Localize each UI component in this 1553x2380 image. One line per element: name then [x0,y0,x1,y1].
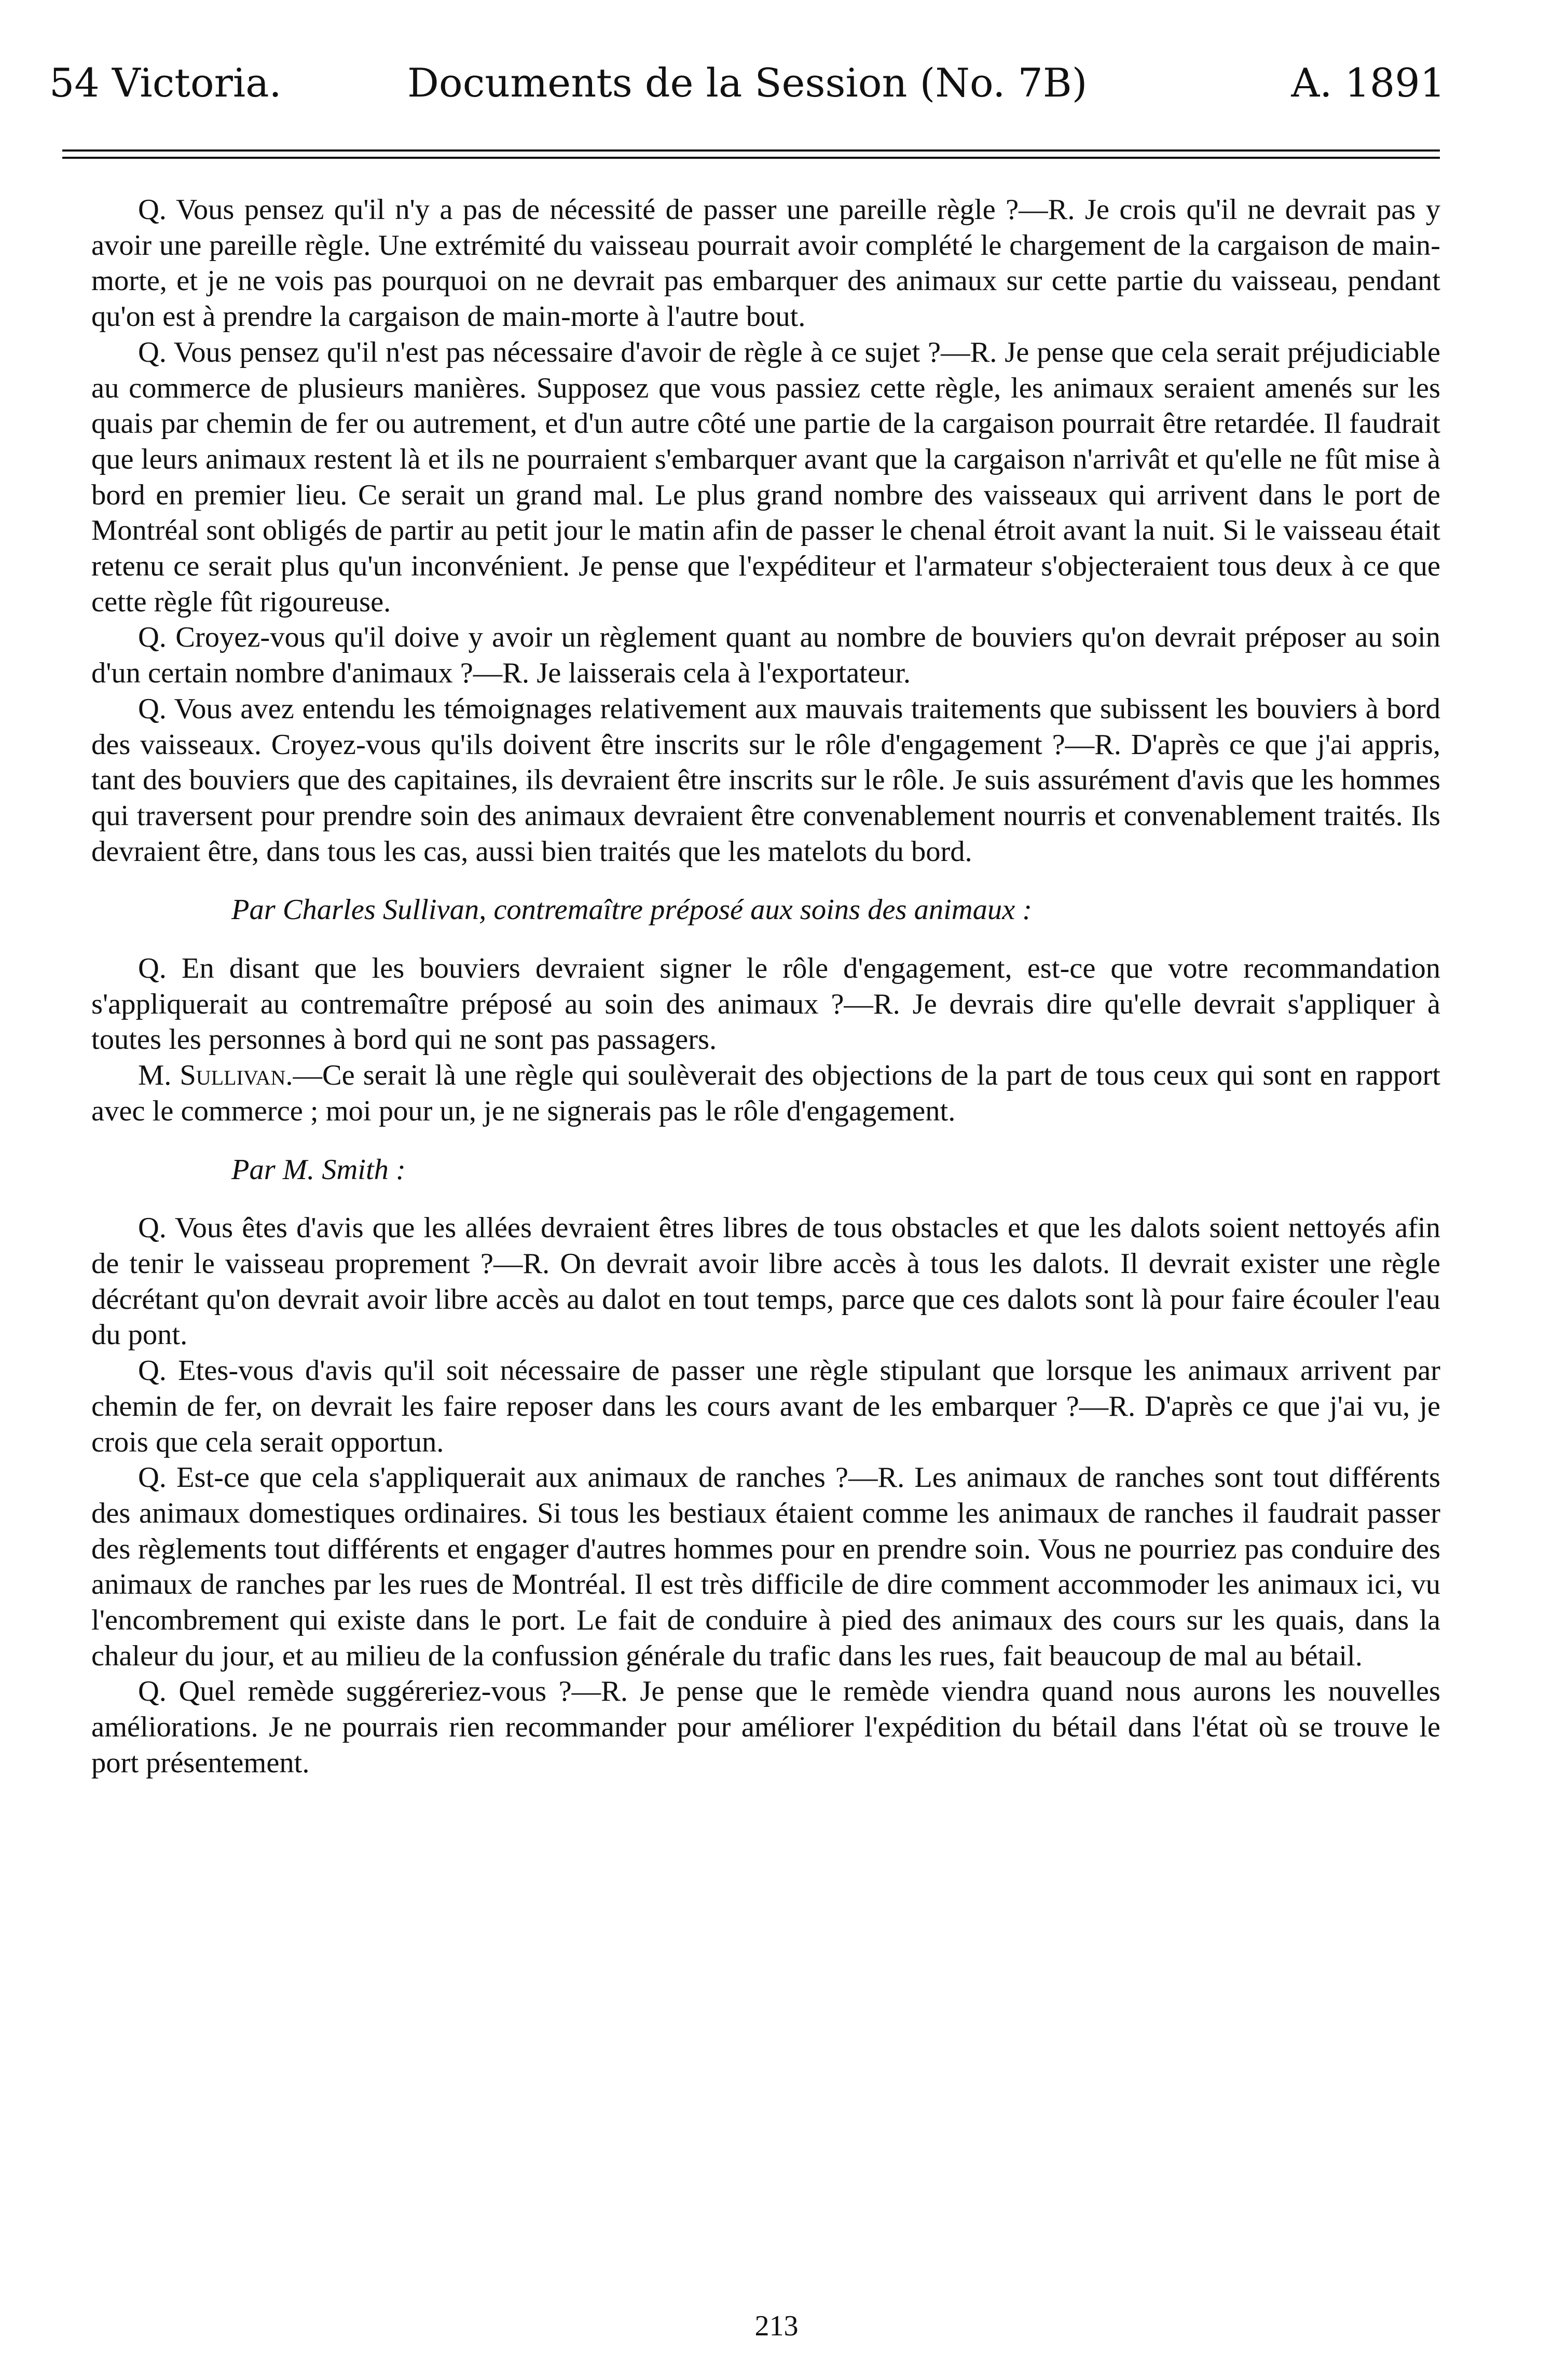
header-title: Documents de la Session (No. 7B) [407,60,1088,106]
page-number: 213 [754,2310,799,2342]
header-volume: 54 Victoria. [49,60,282,106]
section-heading-sullivan: Par Charles Sullivan, contremaître préposé aux soins des animaux : [231,894,1033,926]
paragraph: Q. Quel remède suggéreriez-vous ?—R. Je pense que le remède viendra quand nous aurons les nouvelles améliorations. Je ne pourrais rien recommander pour améliorer l'expédition du bétail dans l'état où se trouve le port présentement. [91,1675,1440,1779]
statement-text: —Ce serait là une règle qui soulèverait des objections de la part de tous ceux qui sont en rapport avec le commerce ; moi pour un, je ne signerais pas le rôle d'engagement. [91,1059,1440,1127]
statement-m-sullivan [91,1058,1440,1129]
paragraph: Q. Vous avez entendu les témoignages relativement aux mauvais traitements que subissent les bouviers à bord des vaisseaux. Croyez-vous qu'ils doivent être inscrits sur le rôle d'engagement ?—R. D'après ce que j'ai appris, tant des bouviers que des capitaines, ils devraient être inscrits sur le rôle. Je suis assurément d'avis que les hommes qui traversent pour prendre soin des animaux devraient être convenablement nourris et convenablement traités. Ils devraient être, dans tous les cas, aussi bien traités que les matelots du bord. [91,692,1440,868]
header-rule-bottom [62,157,1440,159]
running-header [49,52,1445,114]
page-body [91,192,1440,1781]
paragraph: Q. Est-ce que cela s'appliquerait aux animaux de ranches ?—R. Les animaux de ranches sont tout différents des animaux domestiques ordinaires. Si tous les bestiaux étaient comme les animaux de ranches il faudrait passer des règlements tout différents et engager d'autres hommes pour en prendre soin. Vous ne pourriez pas conduire des animaux de ranches par les rues de Montréal. Il est très difficile de dire comment accommoder les animaux ici, vu l'encombrement qui existe dans le port. Le fait de conduire à pied des animaux des cours sur les quais, dans la chaleur du jour, et au milieu de la confussion générale du trafic dans les rues, fait beaucoup de mal au bétail. [91,1461,1440,1672]
paragraph: Q. En disant que les bouviers devraient signer le rôle d'engagement, est-ce que votre recommandation s'appliquerait au contremaître préposé au soin des animaux ?—R. Je devrais dire qu'elle devrait s'appliquer à toutes les personnes à bord qui ne sont pas passagers. [91,952,1440,1056]
speaker-name: M. Sullivan. [138,1059,293,1092]
header-rule-top [62,149,1440,152]
paragraph: Q. Vous pensez qu'il n'est pas nécessaire d'avoir de règle à ce sujet ?—R. Je pense que cela serait préjudiciable au commerce de plusieurs manières. Supposez que vous passiez cette règle, les animaux seraient amenés sur les quais par chemin de fer ou autrement, et d'un autre côté une partie de la cargaison pourrait être retardée. Il faudrait que leurs animaux restent là et ils ne pourraient s'embarquer avant que la cargaison n'arrivât et qu'elle ne fût mise à bord en premier lieu. Ce serait un grand mal. Le plus grand nombre des vaisseaux qui arrivent dans le port de Montréal sont obligés de partir au petit jour le matin afin de passer le chenal étroit avant la nuit. Si le vaisseau était retenu ce serait plus qu'un inconvénient. Je pense que l'expéditeur et l'armateur s'objecteraient tous deux à ce que cette règle fût rigoureuse. [91,336,1440,618]
section-heading-smith: Par M. Smith : [231,1153,406,1186]
header-year: A. 1891 [1291,60,1445,106]
paragraph: Q. Etes-vous d'avis qu'il soit nécessaire de passer une règle stipulant que lorsque les animaux arrivent par chemin de fer, on devrait les faire reposer dans les cours avant de les embarquer ?—R. D'après ce que j'ai vu, je crois que cela serait opportun. [91,1355,1440,1458]
paragraph: Q. Croyez-vous qu'il doive y avoir un règlement quant au nombre de bouviers qu'on devrait préposer au soin d'un certain nombre d'animaux ?—R. Je laisserais cela à l'exportateur. [91,621,1440,690]
paragraph: Q. Vous êtes d'avis que les allées devraient êtres libres de tous obstacles et que les dalots soient nettoyés afin de tenir le vaisseau proprement ?—R. On devrait avoir libre accès à tous les dalots. Il devrait exister une règle décrétant qu'on devrait avoir libre accès au dalot en tout temps, parce que ces dalots sont là pour faire écouler l'eau du pont. [91,1212,1440,1351]
paragraph: Q. Vous pensez qu'il n'y a pas de nécessité de passer une pareille règle ?—R. Je crois qu'il ne devrait pas y avoir une pareille règle. Une extrémité du vaisseau pourrait avoir complété le chargement de la cargaison de main-morte, et je ne vois pas pourquoi on ne devrait pas embarquer des animaux sur cette partie du vaisseau, pendant qu'on est à prendre la cargaison de main-morte à l'autre bout. [91,194,1440,333]
